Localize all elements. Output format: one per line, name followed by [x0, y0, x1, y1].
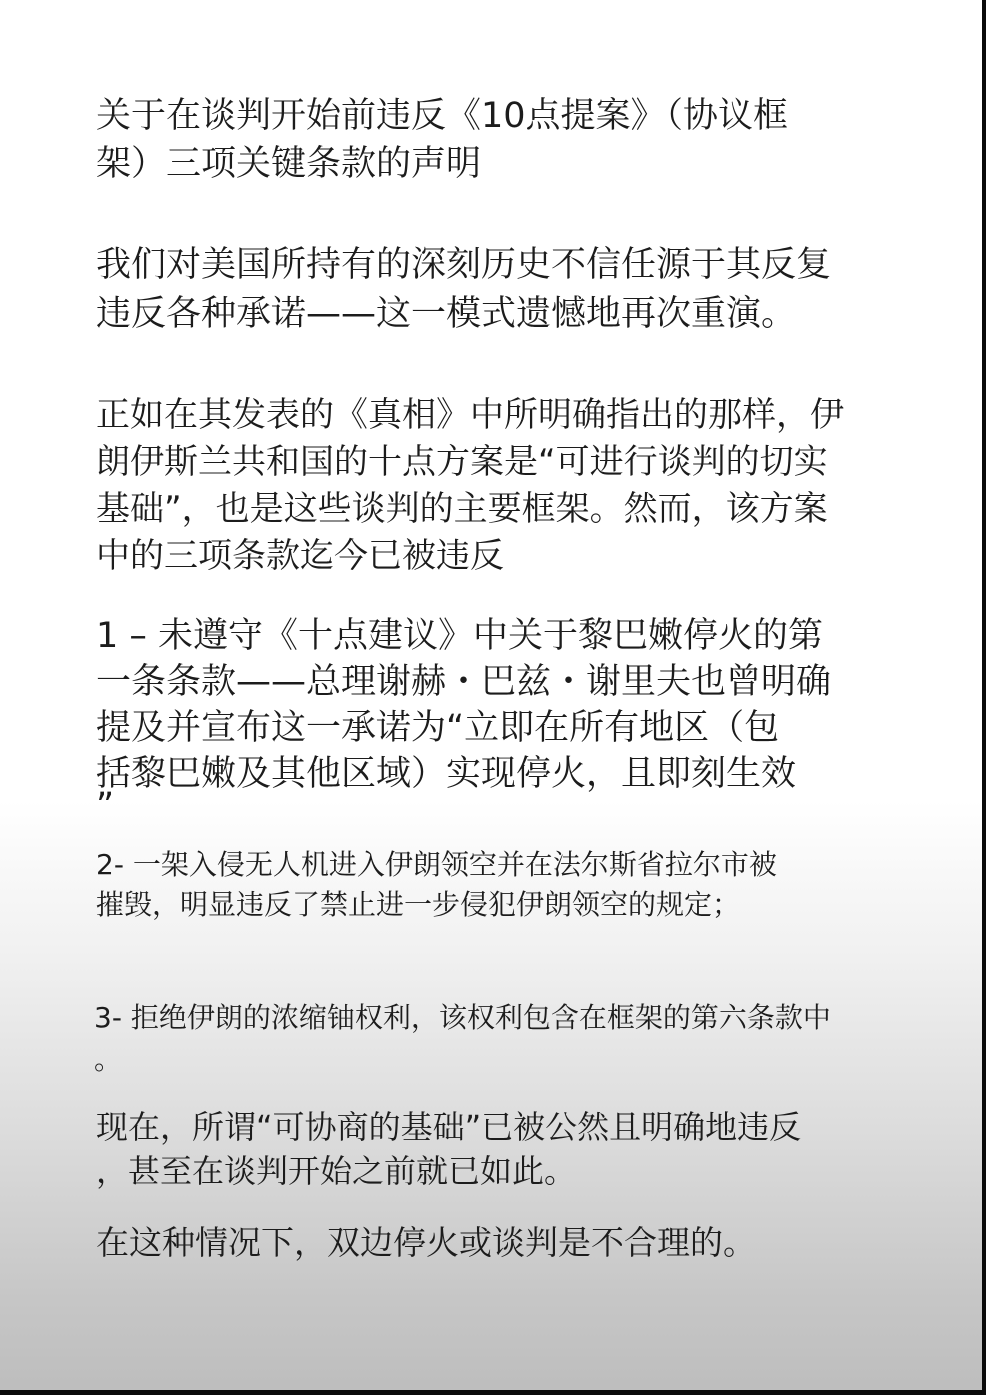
text-line: 违反各种承诺——这一模式遗憾地再次重演。 [96, 294, 797, 334]
text-line: 我们对美国所持有的深刻历史不信任源于其反复 [96, 245, 832, 285]
current-situation-paragraph [96, 1105, 801, 1193]
bottom-border [0, 1390, 986, 1395]
title-line: 关于在谈判开始前违反《10点提案》（协议框 [96, 96, 789, 136]
violation-item-3 [94, 997, 831, 1081]
text-line: 括黎巴嫩及其他区域）实现停火，且即刻生效 [96, 754, 797, 794]
text-line: 1 – 未遵守《十点建议》中关于黎巴嫩停火的第 [96, 616, 824, 656]
text-line: 。 [94, 1043, 123, 1076]
violation-item-1 [96, 613, 832, 826]
text-line: 正如在其发表的《真相》中所明确指出的那样，伊 [96, 395, 844, 435]
text-line: 在这种情况下，双边停火或谈判是不合理的。 [96, 1223, 756, 1262]
conclusion-paragraph [96, 1220, 756, 1266]
text-line: ” [96, 786, 115, 826]
intro-paragraph [96, 241, 831, 339]
text-line: ，甚至在谈判开始之前就已如此。 [96, 1152, 577, 1190]
framework-paragraph [96, 392, 844, 580]
right-border [982, 0, 986, 1395]
text-line: 基础”，也是这些谈判的主要框架。然而，该方案 [96, 489, 828, 529]
text-line: 提及并宣布这一承诺为“立即在所有地区（包 [96, 708, 780, 748]
title-line: 架）三项关键条款的声明 [96, 144, 482, 184]
statement-title [96, 92, 788, 188]
text-line: 3- 拒绝伊朗的浓缩铀权利，该权利包含在框架的第六条款中 [94, 1001, 831, 1034]
text-line: 中的三项条款迄今已被违反 [96, 536, 504, 576]
violation-item-2 [96, 845, 777, 925]
text-line: 一条条款——总理谢赫・巴兹・谢里夫也曾明确 [96, 662, 832, 702]
text-line: 摧毁，明显违反了禁止进一步侵犯伊朗领空的规定； [96, 888, 741, 921]
text-line: 现在，所谓“可协商的基础”已被公然且明确地违反 [96, 1108, 802, 1146]
text-line: 2- 一架入侵无人机进入伊朗领空并在法尔斯省拉尔市被 [96, 848, 777, 881]
text-line: 朗伊斯兰共和国的十点方案是“可进行谈判的切实 [96, 442, 828, 482]
